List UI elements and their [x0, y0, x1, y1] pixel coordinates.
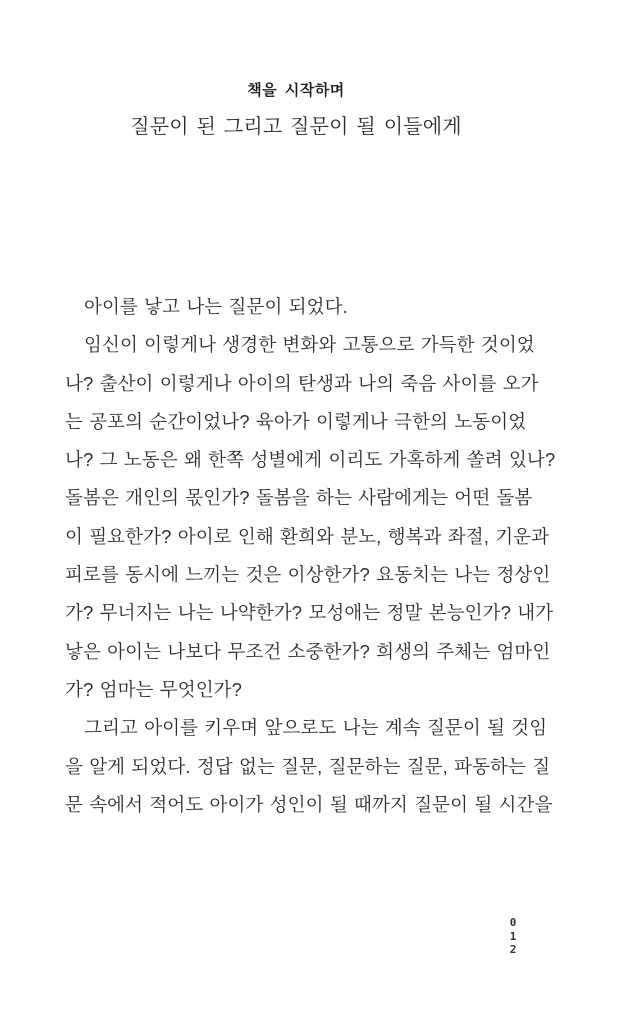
section-label: 책을 시작하며	[247, 82, 345, 99]
body-line: 가? 무너지는 나는 나약한가? 모성애는 정말 본능인가? 내가	[65, 602, 554, 624]
page-title: 질문이 된 그리고 질문이 될 이들에게	[130, 116, 462, 138]
page-number-digit: 0	[509, 916, 517, 929]
body-line: 그리고 아이를 키우며 앞으로도 나는 계속 질문이 될 것임	[84, 717, 548, 739]
body-line: 피로를 동시에 느끼는 것은 이상한가? 요동치는 나는 정상인	[65, 564, 551, 586]
body-line: 는 공포의 순간이었나? 육아가 이렇게나 극한의 노동이었	[65, 410, 527, 432]
body-line: 가? 엄마는 무엇인가?	[65, 678, 243, 700]
page-number	[506, 916, 520, 957]
body-line: 을 알게 되었다. 정답 없는 질문, 질문하는 질문, 파동하는 질	[65, 755, 551, 777]
body-line: 아이를 낳고 나는 질문이 되었다.	[84, 296, 348, 317]
page-number-digit: 2	[509, 943, 517, 956]
body-line: 나? 출산이 이렇게나 아이의 탄생과 나의 죽음 사이를 오가	[65, 372, 539, 394]
body-line: 문 속에서 적어도 아이가 성인이 될 때까지 질문이 될 시간을	[65, 793, 553, 815]
body-line: 나? 그 노동은 왜 한쪽 성별에게 이리도 가혹하게 쏠려 있나?	[65, 449, 556, 471]
body-line: 낳은 아이는 나보다 무조건 소중한가? 희생의 주체는 엄마인	[65, 640, 551, 662]
body-line: 돌봄은 개인의 몫인가? 돌봄을 하는 사람에게는 어떤 돌봄	[65, 487, 533, 509]
body-text	[65, 288, 565, 824]
body-line: 이 필요한가? 아이로 인해 환희와 분노, 행복과 좌절, 기운과	[65, 525, 550, 547]
page-number-digit: 1	[509, 929, 517, 943]
body-line: 임신이 이렇게나 생경한 변화와 고통으로 가득한 것이었	[84, 334, 535, 356]
